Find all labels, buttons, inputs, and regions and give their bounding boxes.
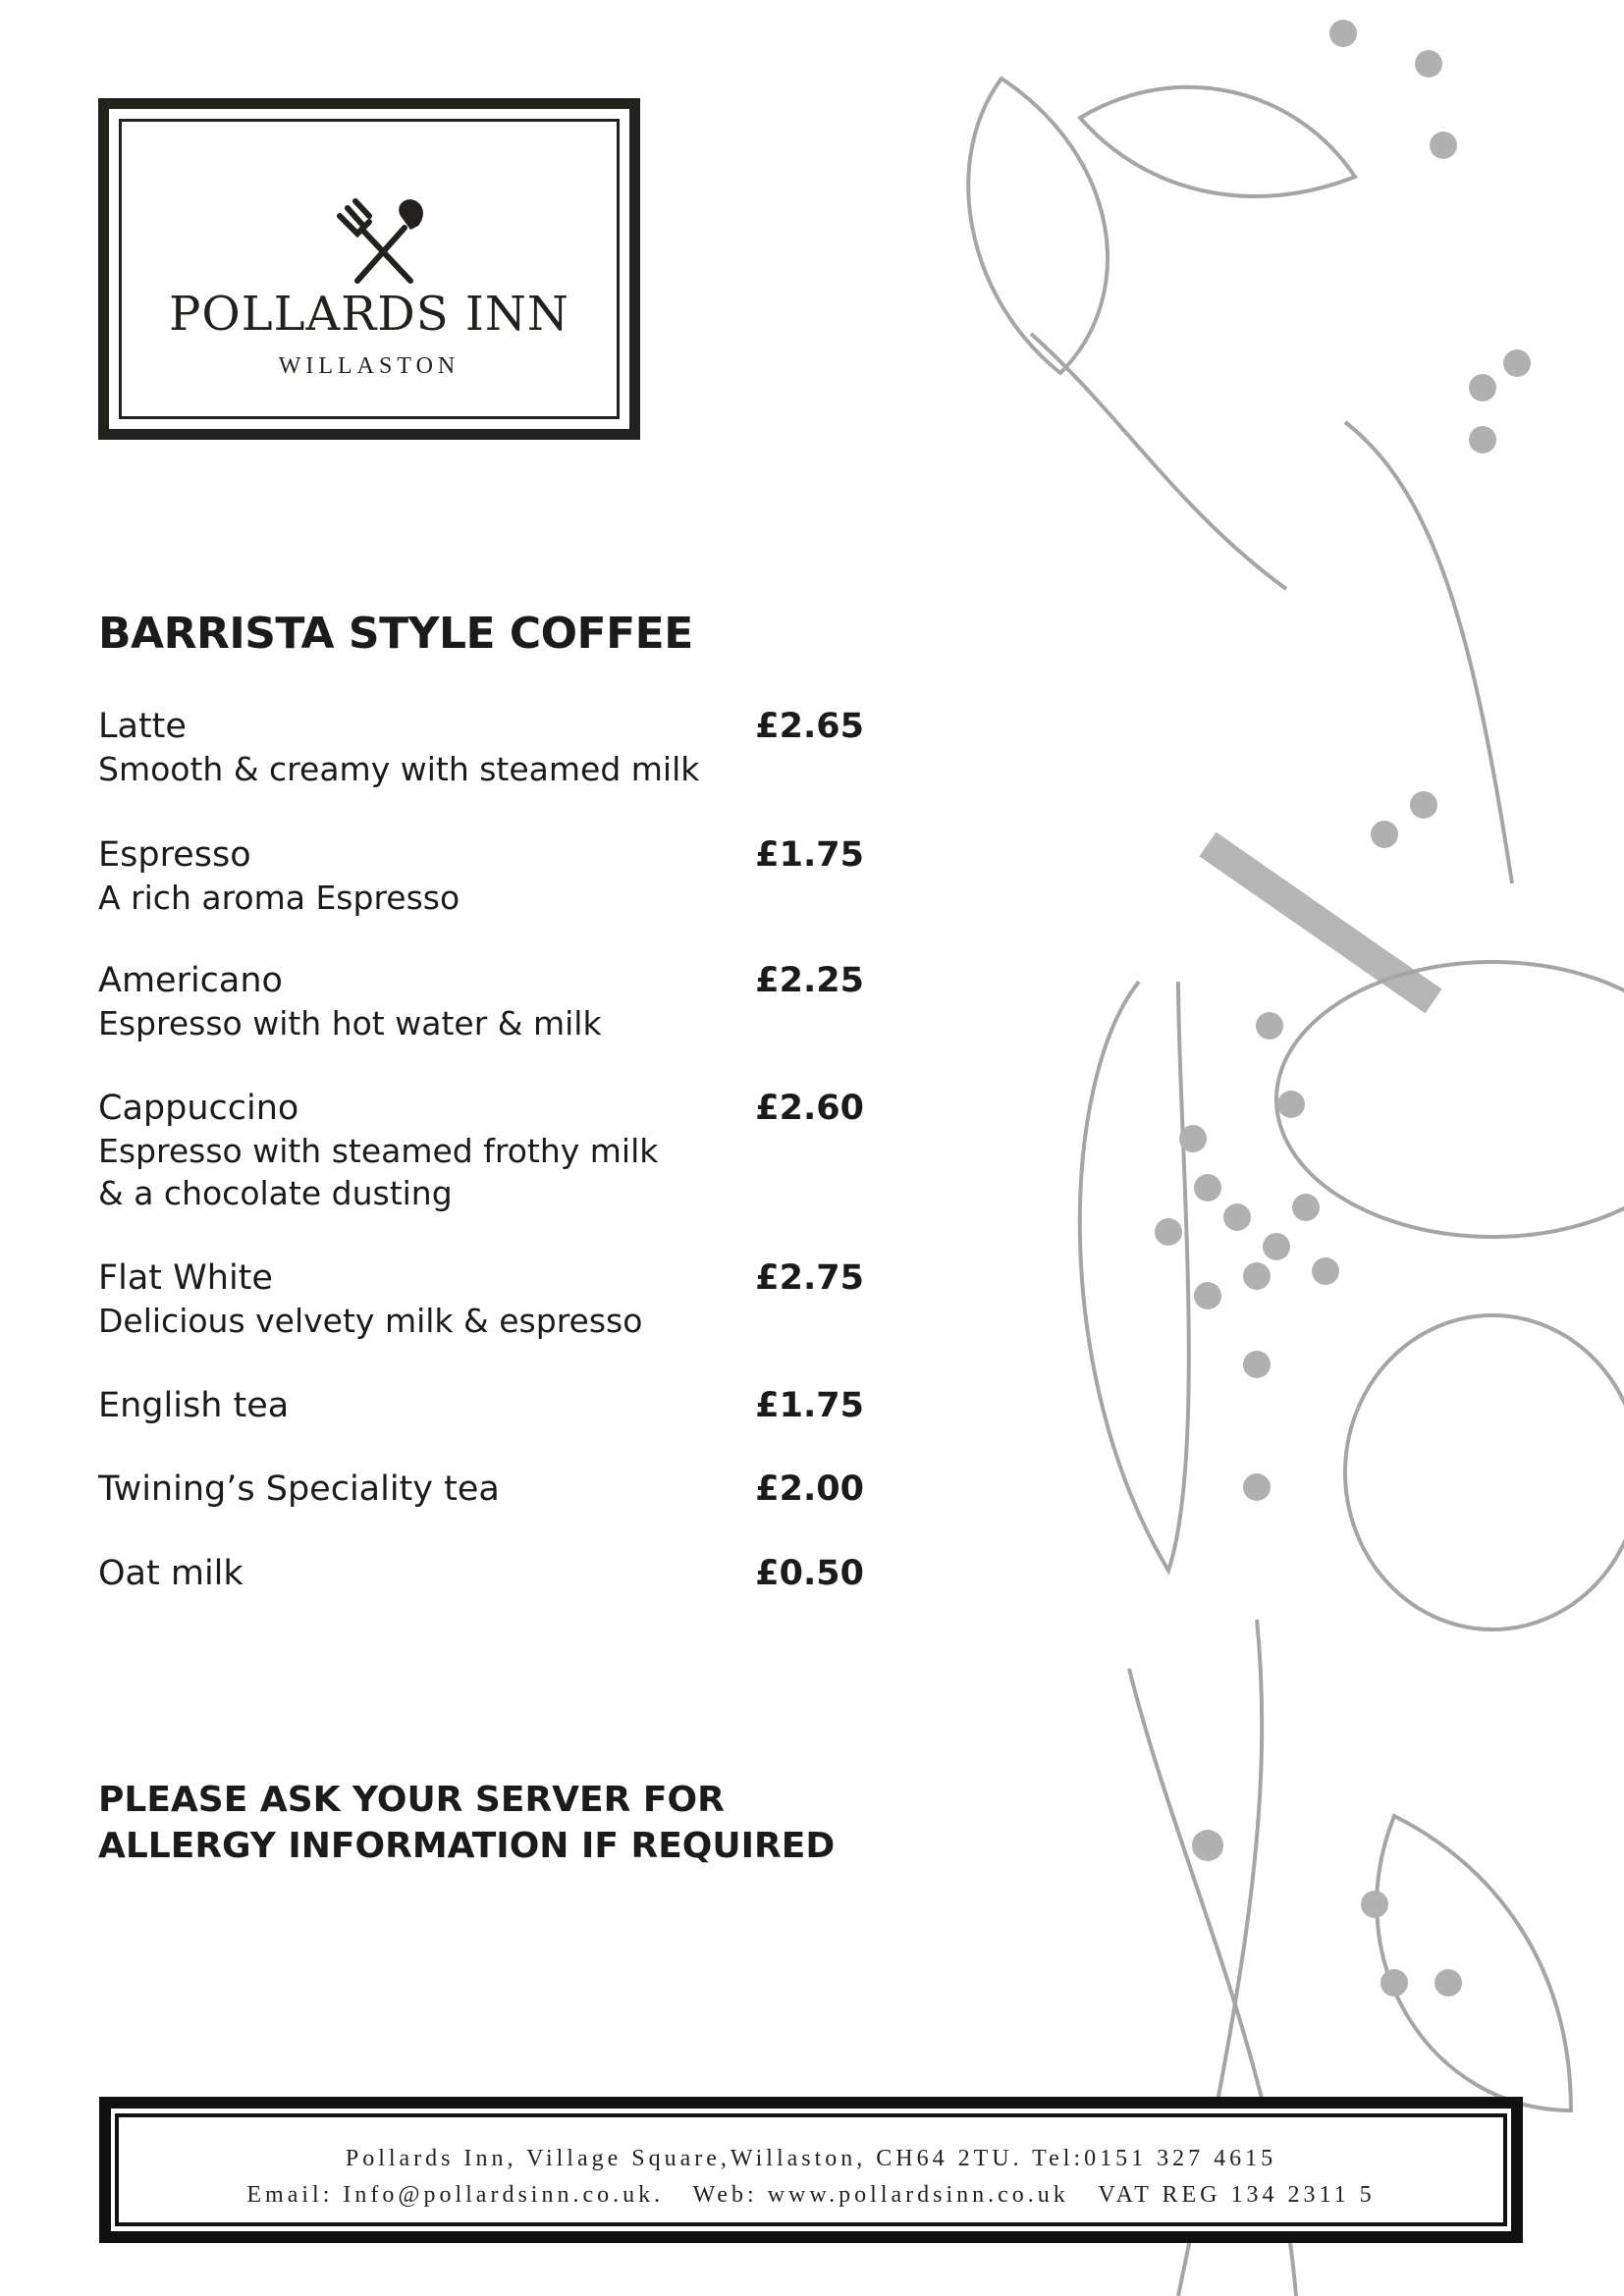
logo-box	[98, 98, 640, 440]
item-price: £1.75	[755, 835, 864, 875]
item-name: Americano	[98, 961, 283, 1000]
item-name: Latte	[98, 707, 187, 746]
section-title: BARRISTA STYLE COFFEE	[98, 609, 693, 659]
footer-box	[99, 2097, 1523, 2243]
item-name: Oat milk	[98, 1554, 244, 1593]
item-price: £1.75	[755, 1386, 864, 1425]
item-price: £0.50	[755, 1554, 864, 1593]
allergy-line-2: ALLERGY INFORMATION IF REQUIRED	[98, 1826, 836, 1866]
allergy-line-1: PLEASE ASK YOUR SERVER FOR	[98, 1780, 725, 1820]
item-price: £2.00	[755, 1469, 864, 1509]
item-description: Smooth & creamy with steamed milk	[98, 750, 700, 788]
item-description: Espresso with hot water & milk	[98, 1004, 602, 1042]
item-name: Cappuccino	[98, 1089, 299, 1128]
menu-item-americano	[98, 959, 864, 1044]
fork-and-spade-icon	[334, 196, 432, 285]
item-price: £2.75	[755, 1258, 864, 1298]
item-name: Espresso	[98, 835, 251, 875]
item-price: £2.60	[755, 1089, 864, 1128]
item-price: £2.65	[755, 707, 864, 746]
item-description: Espresso with steamed frothy milk	[98, 1132, 659, 1170]
item-description: & a chocolate dusting	[98, 1174, 453, 1212]
item-price: £2.25	[755, 961, 864, 1000]
footer-contact: Email: Info@pollardsinn.co.uk. Web: www.pollardsinn.co.uk VAT REG 134 2311 5	[246, 2182, 1376, 2208]
menu-item-espresso	[98, 833, 864, 919]
item-description: A rich aroma Espresso	[98, 879, 460, 917]
menu-item-oat-milk	[98, 1552, 864, 1595]
brand-location: WILLASTON	[278, 353, 460, 379]
menu-item-latte	[98, 705, 864, 790]
logo-inner-border	[119, 119, 620, 419]
item-name: Flat White	[98, 1258, 273, 1298]
menu-item-cappuccino	[98, 1087, 864, 1214]
item-name: English tea	[98, 1386, 290, 1425]
item-description: Delicious velvety milk & espresso	[98, 1302, 643, 1340]
footer-address: Pollards Inn, Village Square,Willaston, CH64 2TU. Tel:0151 327 4615	[345, 2146, 1277, 2171]
menu-item-english-tea	[98, 1384, 864, 1427]
allergy-notice	[98, 1777, 835, 1869]
herb-spice-illustration	[884, 0, 1624, 2296]
item-name: Twining’s Speciality tea	[98, 1469, 500, 1509]
menu-item-flat-white	[98, 1256, 864, 1342]
brand-name: POLLARDS INN	[169, 287, 569, 342]
footer-inner-border	[115, 2113, 1507, 2226]
menu-item-twinings-tea	[98, 1468, 864, 1511]
